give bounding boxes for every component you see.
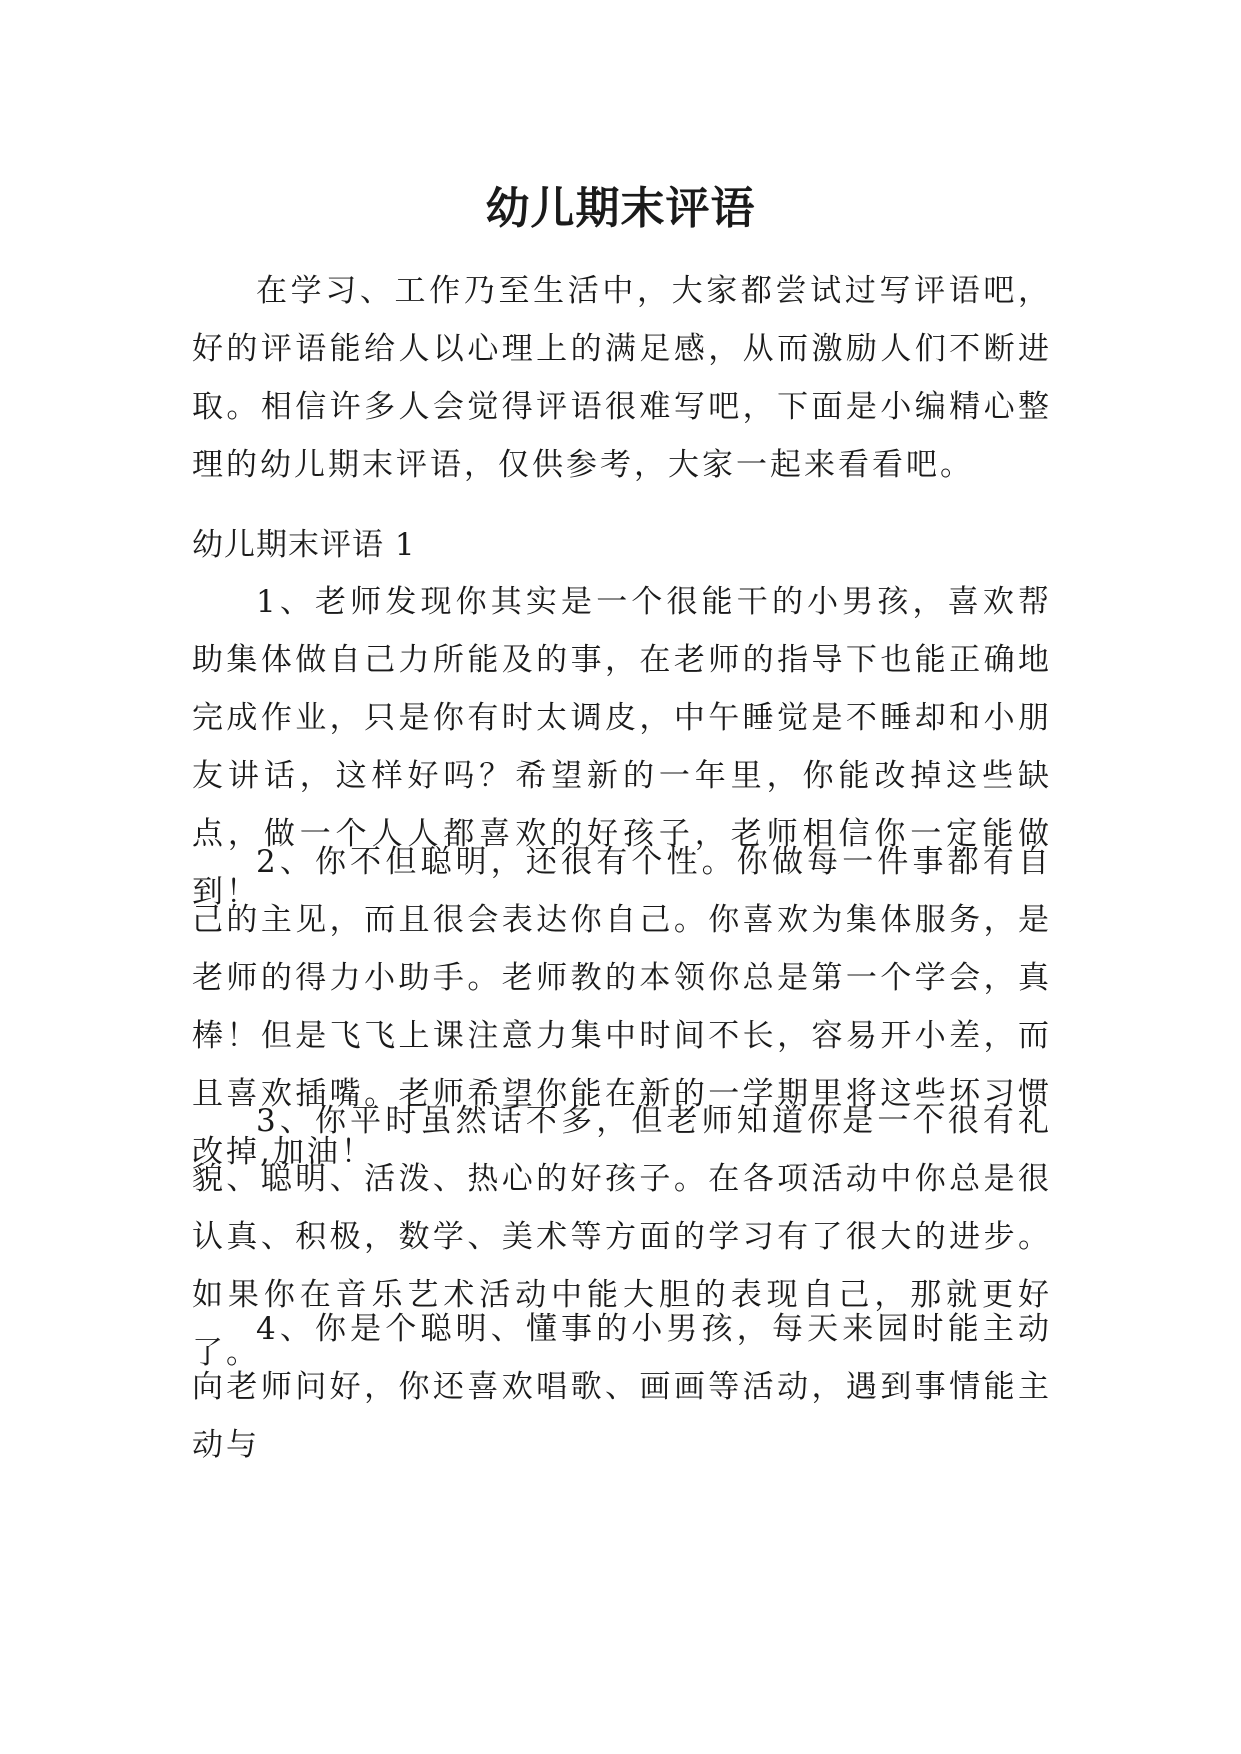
comment-item-3: 3、你平时虽然话不多，但老师知道你是一个很有礼貌、聪明、活泼、热心的好孩子。在各项活动中你总是很认真、积极，数学、美术等方面的学习有了很大的进步。如果你在音乐艺术活动中能大胆的表现自己，那就更好了。	[192, 1103, 1052, 1371]
intro-paragraph: 在学习、工作乃至生活中，大家都尝试过写评语吧，好的评语能给人以心理上的满足感，从而激励人们不断进取。相信许多人会觉得评语很难写吧，下面是小编精心整理的幼儿期末评语，仅供参考，大家一起来看看吧。	[192, 273, 1052, 483]
comment-item-4: 4、你是个聪明、懂事的小男孩，每天来园时能主动向老师问好，你还喜欢唱歌、画画等活动，遇到事情能主动与	[192, 1311, 1052, 1463]
document-title: 幼儿期末评语	[485, 183, 756, 235]
comment-item-1: 1、老师发现你其实是一个很能干的小男孩，喜欢帮助集体做自己力所能及的事，在老师的指导下也能正确地完成作业，只是你有时太调皮，中午睡觉是不睡却和小朋友讲话，这样好吗？希望新的一年里，你能改掉这些缺点，做一个人人都喜欢的好孩子，老师相信你一定能做到！	[192, 584, 1052, 910]
comment-item-2: 2、你不但聪明，还很有个性。你做每一件事都有自己的主见，而且很会表达你自己。你喜欢为集体服务，是老师的得力小助手。老师教的本领你总是第一个学会，真棒！但是飞飞上课注意力集中时间不长，容易开小差，而且喜欢插嘴。老师希望你能在新的一学期里将这些坏习惯改掉,加油！	[192, 844, 1052, 1170]
section-heading: 幼儿期末评语 1	[192, 527, 416, 563]
